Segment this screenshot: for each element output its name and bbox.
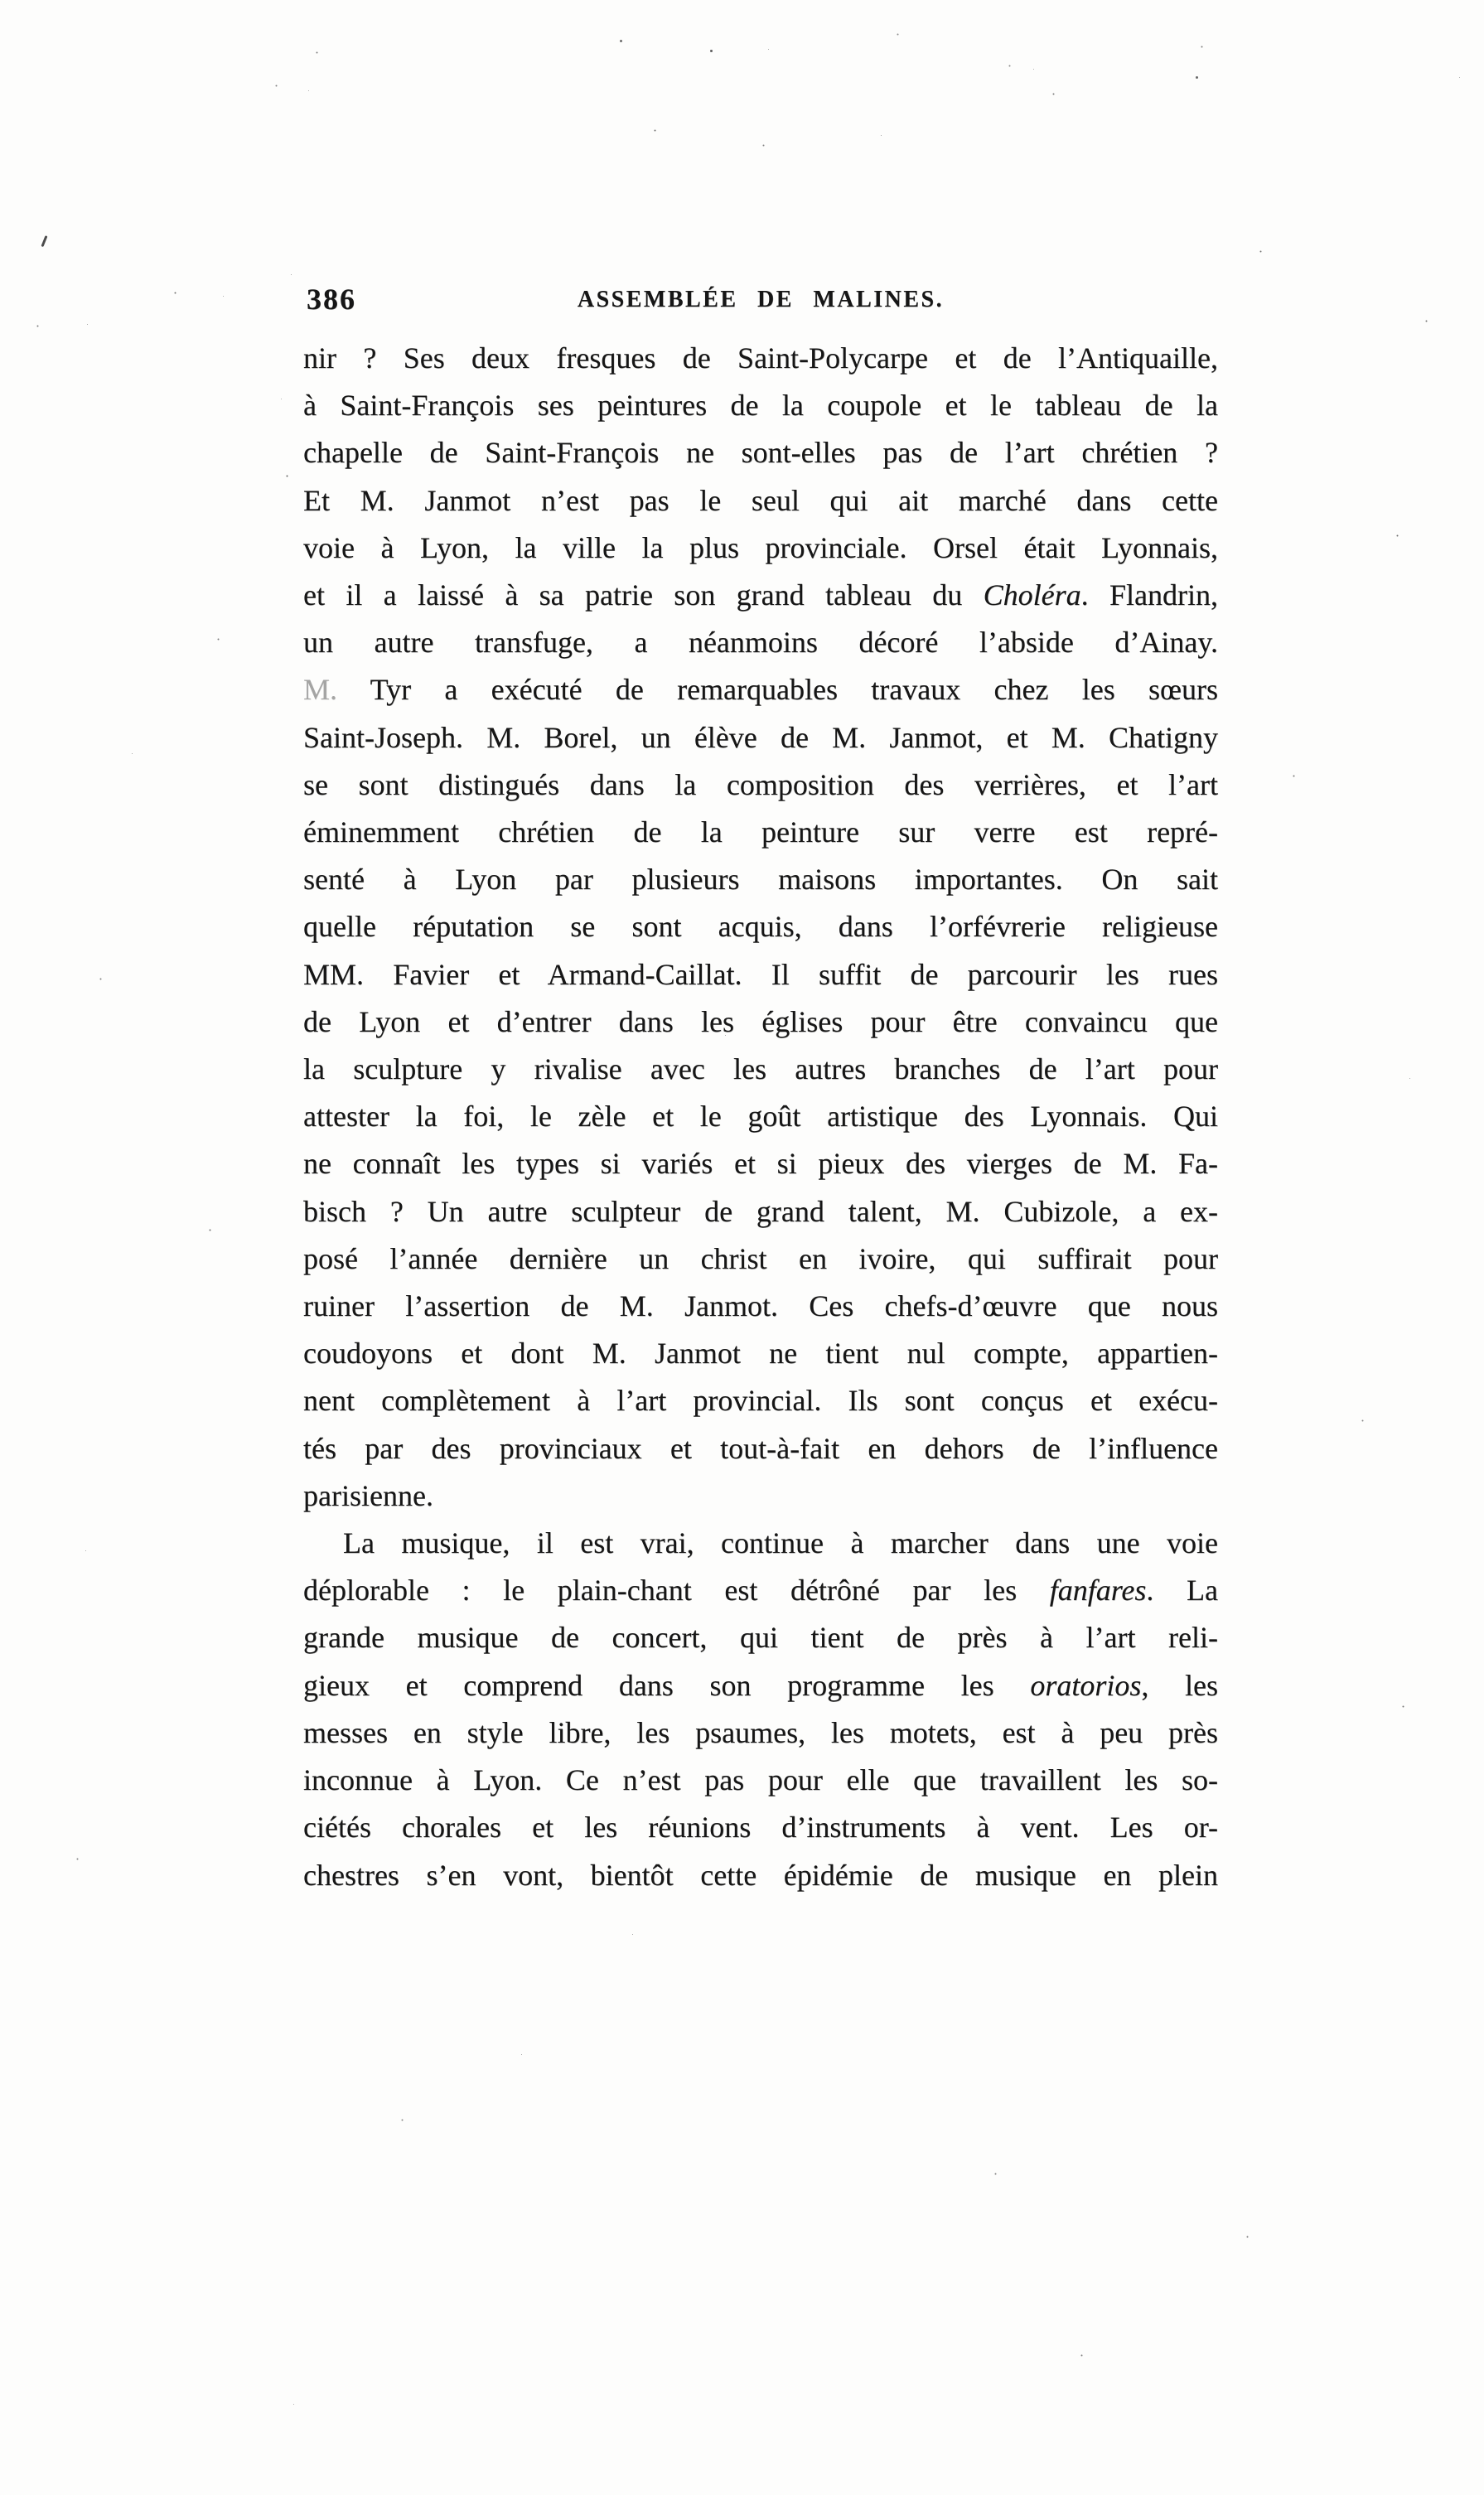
text-segment: La musique, il est vrai, continue à marcher dans une voie [343, 1526, 1218, 1560]
text-block [303, 335, 1218, 1899]
italic-text: fanfares [1049, 1574, 1147, 1608]
text-line [303, 998, 1218, 1046]
text-line [303, 619, 1218, 666]
text-line [303, 429, 1218, 476]
text-segment: inconnue à Lyon. Ce n’est pas pour elle que travaillent les so- [303, 1763, 1218, 1797]
text-segment: messes en style libre, les psaumes, les motets, est à peu près [303, 1715, 1218, 1749]
italic-text: Choléra [983, 578, 1081, 612]
text-segment: grande musique de concert, qui tient de près à l’art reli- [303, 1621, 1218, 1655]
text-line [303, 1140, 1218, 1187]
page-number: 386 [307, 283, 356, 316]
text-segment: chapelle de Saint-François ne sont-elles pas de l’art chrétien ? [303, 436, 1218, 470]
text-segment: ruiner l’assertion de M. Janmot. Ces chefs-d’œuvre que nous [303, 1289, 1218, 1323]
text-segment: MM. Favier et Armand-Caillat. Il suffit de parcourir les rues [303, 957, 1218, 991]
text-line [303, 572, 1218, 619]
text-line [303, 903, 1218, 950]
text-line [303, 1757, 1218, 1804]
text-segment: ciétés chorales et les réunions d’instruments à vent. Les or- [303, 1811, 1218, 1845]
text-line [303, 1662, 1218, 1709]
text-segment: parisienne. [303, 1478, 433, 1512]
text-segment: Saint-Joseph. M. Borel, un élève de M. Janmot, et M. Chatigny [303, 720, 1218, 754]
text-segment: à Saint-François ses peintures de la coupole et le tableau de la [303, 389, 1218, 423]
text-line [303, 1804, 1218, 1851]
text-line [303, 1283, 1218, 1330]
text-segment: Et M. Janmot n’est pas le seul qui ait marché dans cette [303, 483, 1218, 517]
text-line [303, 477, 1218, 525]
text-line [303, 856, 1218, 903]
text-segment: un autre transfuge, a néanmoins décoré l’abside d’Ainay. [303, 626, 1218, 660]
text-segment: éminemment chrétien de la peinture sur verre est repré- [303, 815, 1218, 849]
text-line [303, 335, 1218, 382]
text-segment: se sont distingués dans la composition des verrières, et l’art [303, 767, 1218, 801]
text-line [303, 1046, 1218, 1093]
faded-text: M. [303, 673, 338, 707]
text-line [303, 1567, 1218, 1614]
text-segment: quelle réputation se sont acquis, dans l’orfévrerie religieuse [303, 910, 1218, 944]
text-line [303, 666, 1218, 713]
text-line [303, 382, 1218, 429]
text-segment: bisch ? Un autre sculpteur de grand talent, M. Cubizole, a ex- [303, 1194, 1218, 1228]
text-segment: attester la foi, le zèle et le goût artistique des Lyonnais. Qui [303, 1100, 1218, 1134]
italic-text: oratorios [1030, 1668, 1142, 1702]
text-line [303, 1614, 1218, 1661]
text-line [303, 809, 1218, 856]
running-title: ASSEMBLÉE DE MALINES. [577, 287, 945, 312]
text-line [303, 1852, 1218, 1899]
text-segment: la sculpture y rivalise avec les autres branches de l’art pour [303, 1052, 1218, 1086]
text-line [303, 525, 1218, 572]
text-line [303, 1472, 1218, 1520]
text-segment: déplorable : le plain-chant est détrôné par les [303, 1574, 1050, 1608]
text-line [303, 951, 1218, 998]
text-segment: et il a laissé à sa patrie son grand tableau du [303, 578, 984, 612]
text-line [303, 1709, 1218, 1757]
text-line [303, 714, 1218, 762]
scan-mark [41, 235, 47, 247]
text-line [303, 1377, 1218, 1424]
text-line [303, 1093, 1218, 1140]
text-segment: senté à Lyon par plusieurs maisons importantes. On sait [303, 863, 1218, 897]
text-line [303, 1235, 1218, 1283]
text-segment: posé l’année dernière un christ en ivoire, qui suffirait pour [303, 1241, 1218, 1275]
text-segment: . La [1146, 1574, 1218, 1608]
text-line [303, 1520, 1218, 1567]
text-segment: Tyr a exécuté de remarquables travaux chez les sœurs [337, 673, 1218, 707]
text-segment: tés par des provinciaux et tout-à-fait en dehors de l’influence [303, 1431, 1218, 1465]
text-segment: de Lyon et d’entrer dans les églises pour être convaincu que [303, 1004, 1218, 1038]
text-line [303, 762, 1218, 809]
text-line [303, 1188, 1218, 1235]
text-segment: voie à Lyon, la ville la plus provinciale. Orsel était Lyonnais, [303, 530, 1218, 564]
page-header [303, 280, 1218, 317]
text-segment: . Flandrin, [1080, 578, 1218, 612]
text-segment: coudoyons et dont M. Janmot ne tient nul compte, appartien- [303, 1337, 1218, 1371]
text-segment: gieux et comprend dans son programme les [303, 1668, 1031, 1702]
text-segment: , les [1141, 1668, 1218, 1702]
text-segment: nent complètement à l’art provincial. Ils sont conçus et exécu- [303, 1384, 1218, 1418]
text-segment: ne connaît les types si variés et si pieux des vierges de M. Fa- [303, 1147, 1218, 1181]
scan-noise [0, 0, 2, 2]
text-line [303, 1330, 1218, 1377]
text-segment: nir ? Ses deux fresques de Saint-Polycarpe et de l’Antiquaille, [303, 341, 1218, 375]
text-line [303, 1425, 1218, 1472]
text-segment: chestres s’en vont, bientôt cette épidémie de musique en plein [303, 1858, 1218, 1892]
